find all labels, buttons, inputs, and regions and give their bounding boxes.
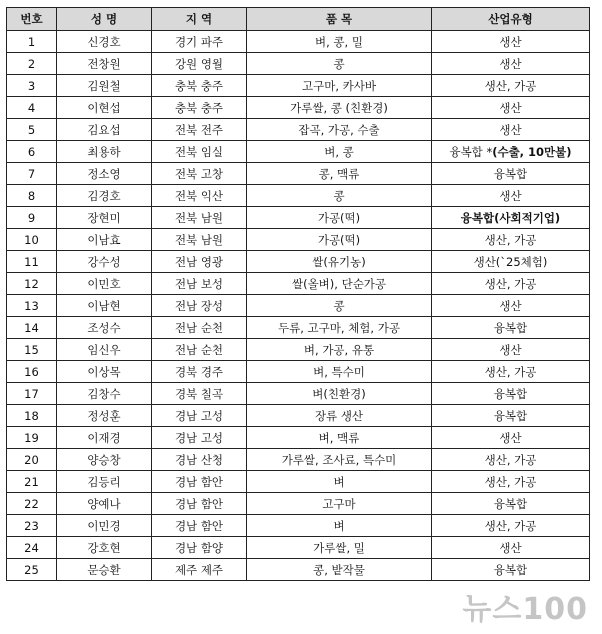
cell-region: 강원 영월 xyxy=(152,53,247,75)
table-row xyxy=(7,75,590,97)
cell-name: 정소영 xyxy=(57,163,152,185)
industry-type-text: 생산, 가공 xyxy=(484,232,537,247)
industry-type-text: 생산 xyxy=(499,342,522,357)
cell-items: 고구마, 카사바 xyxy=(247,75,432,97)
industry-type-text: 융복합 xyxy=(493,320,528,335)
industry-type-text: 융복합 xyxy=(493,562,528,577)
cell-number: 7 xyxy=(7,163,57,185)
cell-region: 전남 영광 xyxy=(152,251,247,273)
cell-name: 강호현 xyxy=(57,537,152,559)
cell-name: 김등리 xyxy=(57,471,152,493)
cell-region: 경남 고성 xyxy=(152,405,247,427)
cell-number: 12 xyxy=(7,273,57,295)
cell-region: 제주 제주 xyxy=(152,559,247,581)
cell-items: 벼 xyxy=(247,471,432,493)
cell-industry-type xyxy=(432,339,590,361)
cell-industry-type xyxy=(432,229,590,251)
table-row xyxy=(7,559,590,581)
cell-region: 전북 고창 xyxy=(152,163,247,185)
cell-industry-type xyxy=(432,119,590,141)
header-items: 품 목 xyxy=(247,8,432,31)
industry-type-text: 융복합 xyxy=(493,408,528,423)
industry-type-text: 생산, 가공 xyxy=(484,276,537,291)
cell-number: 3 xyxy=(7,75,57,97)
cell-name: 이민경 xyxy=(57,515,152,537)
cell-number: 8 xyxy=(7,185,57,207)
cell-name: 이남효 xyxy=(57,229,152,251)
cell-number: 14 xyxy=(7,317,57,339)
cell-name: 김원철 xyxy=(57,75,152,97)
cell-industry-type xyxy=(432,185,590,207)
cell-name: 이상목 xyxy=(57,361,152,383)
cell-name: 최용하 xyxy=(57,141,152,163)
cell-industry-type xyxy=(432,53,590,75)
table-row xyxy=(7,515,590,537)
cell-items: 가루쌀, 조사료, 특수미 xyxy=(247,449,432,471)
cell-number: 10 xyxy=(7,229,57,251)
cell-name: 양승창 xyxy=(57,449,152,471)
cell-name: 임신우 xyxy=(57,339,152,361)
industry-type-text: 융복합 xyxy=(493,496,528,511)
table-row xyxy=(7,163,590,185)
cell-name: 김요섭 xyxy=(57,119,152,141)
cell-region: 경남 고성 xyxy=(152,427,247,449)
cell-items: 가공(떡) xyxy=(247,229,432,251)
cell-name: 김경호 xyxy=(57,185,152,207)
table-row xyxy=(7,449,590,471)
cell-industry-type xyxy=(432,515,590,537)
cell-items: 콩 xyxy=(247,295,432,317)
table-row xyxy=(7,471,590,493)
table-row xyxy=(7,141,590,163)
cell-items: 콩 xyxy=(247,185,432,207)
industry-type-text: 생산, 가공 xyxy=(484,78,537,93)
cell-industry-type xyxy=(432,383,590,405)
cell-industry-type xyxy=(432,493,590,515)
cell-name: 신경호 xyxy=(57,31,152,53)
header-row xyxy=(7,8,590,31)
cell-name: 이민호 xyxy=(57,273,152,295)
cell-number: 23 xyxy=(7,515,57,537)
cell-name: 양예나 xyxy=(57,493,152,515)
cell-number: 25 xyxy=(7,559,57,581)
cell-number: 2 xyxy=(7,53,57,75)
farmer-roster-table xyxy=(6,7,590,581)
cell-number: 1 xyxy=(7,31,57,53)
cell-industry-type xyxy=(432,427,590,449)
table-row xyxy=(7,405,590,427)
cell-items: 콩, 밭작물 xyxy=(247,559,432,581)
cell-industry-type xyxy=(432,537,590,559)
cell-industry-type xyxy=(432,163,590,185)
table-row xyxy=(7,119,590,141)
cell-name: 정성훈 xyxy=(57,405,152,427)
cell-number: 4 xyxy=(7,97,57,119)
industry-type-text: 생산(`25체험) xyxy=(473,254,548,269)
cell-number: 24 xyxy=(7,537,57,559)
cell-industry-type xyxy=(432,449,590,471)
cell-number: 22 xyxy=(7,493,57,515)
cell-region: 경남 함안 xyxy=(152,471,247,493)
cell-items: 콩, 맥류 xyxy=(247,163,432,185)
cell-region: 충북 충주 xyxy=(152,97,247,119)
cell-region: 전남 순천 xyxy=(152,339,247,361)
cell-items: 벼, 맥류 xyxy=(247,427,432,449)
cell-name: 장현미 xyxy=(57,207,152,229)
cell-items: 장류 생산 xyxy=(247,405,432,427)
cell-items: 벼, 콩 xyxy=(247,141,432,163)
cell-items: 벼, 가공, 유통 xyxy=(247,339,432,361)
industry-type-text: 생산 xyxy=(499,298,522,313)
table-row xyxy=(7,361,590,383)
cell-items: 잡곡, 가공, 수출 xyxy=(247,119,432,141)
cell-number: 15 xyxy=(7,339,57,361)
industry-type-text: 융복합 xyxy=(493,166,528,181)
industry-type-text: 생산, 가공 xyxy=(484,452,537,467)
cell-region: 전북 임실 xyxy=(152,141,247,163)
header-name: 성 명 xyxy=(57,8,152,31)
table-row xyxy=(7,97,590,119)
cell-region: 전남 보성 xyxy=(152,273,247,295)
industry-type-text: 생산, 가공 xyxy=(484,518,537,533)
cell-number: 6 xyxy=(7,141,57,163)
industry-type-text: 생산 xyxy=(499,100,522,115)
cell-name: 전창원 xyxy=(57,53,152,75)
table-header xyxy=(7,8,590,31)
cell-region: 충북 충주 xyxy=(152,75,247,97)
cell-number: 21 xyxy=(7,471,57,493)
table-row xyxy=(7,339,590,361)
cell-number: 20 xyxy=(7,449,57,471)
industry-type-text: 생산 xyxy=(499,34,522,49)
cell-items: 가루쌀, 콩 (친환경) xyxy=(247,97,432,119)
cell-number: 11 xyxy=(7,251,57,273)
table-row xyxy=(7,427,590,449)
table-row xyxy=(7,31,590,53)
table-row xyxy=(7,207,590,229)
cell-items: 쌀(올벼), 단순가공 xyxy=(247,273,432,295)
cell-industry-type xyxy=(432,75,590,97)
cell-region: 전남 순천 xyxy=(152,317,247,339)
cell-region: 경남 함안 xyxy=(152,493,247,515)
cell-region: 전남 장성 xyxy=(152,295,247,317)
table-row xyxy=(7,185,590,207)
cell-name: 조성수 xyxy=(57,317,152,339)
cell-industry-type xyxy=(432,251,590,273)
cell-region: 경남 산청 xyxy=(152,449,247,471)
header-number: 번호 xyxy=(7,8,57,31)
industry-type-text: 생산, 가공 xyxy=(484,474,537,489)
cell-industry-type xyxy=(432,317,590,339)
cell-name: 이남현 xyxy=(57,295,152,317)
table-row xyxy=(7,53,590,75)
table-row xyxy=(7,493,590,515)
cell-industry-type xyxy=(432,97,590,119)
table-row xyxy=(7,273,590,295)
cell-items: 벼, 특수미 xyxy=(247,361,432,383)
cell-region: 경남 함양 xyxy=(152,537,247,559)
industry-type-text: 융복합 xyxy=(493,386,528,401)
cell-items: 벼, 콩, 밀 xyxy=(247,31,432,53)
cell-region: 경북 칠곡 xyxy=(152,383,247,405)
industry-type-text: 생산 xyxy=(499,540,522,555)
industry-type-text: 생산, 가공 xyxy=(484,364,537,379)
cell-industry-type xyxy=(432,559,590,581)
cell-name: 문승환 xyxy=(57,559,152,581)
cell-region: 전북 남원 xyxy=(152,207,247,229)
cell-number: 5 xyxy=(7,119,57,141)
cell-region: 전북 익산 xyxy=(152,185,247,207)
table-row xyxy=(7,537,590,559)
cell-name: 강수성 xyxy=(57,251,152,273)
cell-number: 18 xyxy=(7,405,57,427)
cell-industry-type xyxy=(432,471,590,493)
cell-region: 경남 함안 xyxy=(152,515,247,537)
header-industry-type: 산업유형 xyxy=(432,8,590,31)
industry-type-text: 생산 xyxy=(499,122,522,137)
cell-number: 13 xyxy=(7,295,57,317)
cell-name: 이현섭 xyxy=(57,97,152,119)
cell-items: 가공(떡) xyxy=(247,207,432,229)
cell-industry-type xyxy=(432,141,590,163)
industry-type-text: 생산 xyxy=(499,188,522,203)
industry-type-text: 융복합 * xyxy=(449,144,493,159)
cell-industry-type xyxy=(432,295,590,317)
cell-items: 두류, 고구마, 체험, 가공 xyxy=(247,317,432,339)
cell-name: 김창수 xyxy=(57,383,152,405)
table-row xyxy=(7,229,590,251)
cell-industry-type xyxy=(432,31,590,53)
cell-items: 콩 xyxy=(247,53,432,75)
cell-region: 경기 파주 xyxy=(152,31,247,53)
cell-industry-type xyxy=(432,361,590,383)
cell-items: 고구마 xyxy=(247,493,432,515)
cell-industry-type xyxy=(432,207,590,229)
header-region: 지 역 xyxy=(152,8,247,31)
table-row xyxy=(7,295,590,317)
cell-number: 19 xyxy=(7,427,57,449)
cell-items: 벼 xyxy=(247,515,432,537)
cell-industry-type xyxy=(432,405,590,427)
industry-type-text: 생산 xyxy=(499,56,522,71)
cell-name: 이재경 xyxy=(57,427,152,449)
cell-items: 가루쌀, 밀 xyxy=(247,537,432,559)
cell-number: 9 xyxy=(7,207,57,229)
cell-region: 경북 경주 xyxy=(152,361,247,383)
table-row xyxy=(7,383,590,405)
table-row xyxy=(7,317,590,339)
cell-industry-type xyxy=(432,273,590,295)
table-body xyxy=(7,31,590,581)
cell-number: 17 xyxy=(7,383,57,405)
cell-items: 쌀(유기농) xyxy=(247,251,432,273)
table-row xyxy=(7,251,590,273)
watermark-logo: 뉴스100 xyxy=(462,592,588,627)
cell-items: 벼(친환경) xyxy=(247,383,432,405)
industry-type-note: (수출, 10만불) xyxy=(492,144,572,159)
industry-type-text: 생산 xyxy=(499,430,522,445)
cell-region: 전북 전주 xyxy=(152,119,247,141)
cell-number: 16 xyxy=(7,361,57,383)
industry-type-note: 융복합(사회적기업) xyxy=(460,210,561,225)
cell-region: 전북 남원 xyxy=(152,229,247,251)
